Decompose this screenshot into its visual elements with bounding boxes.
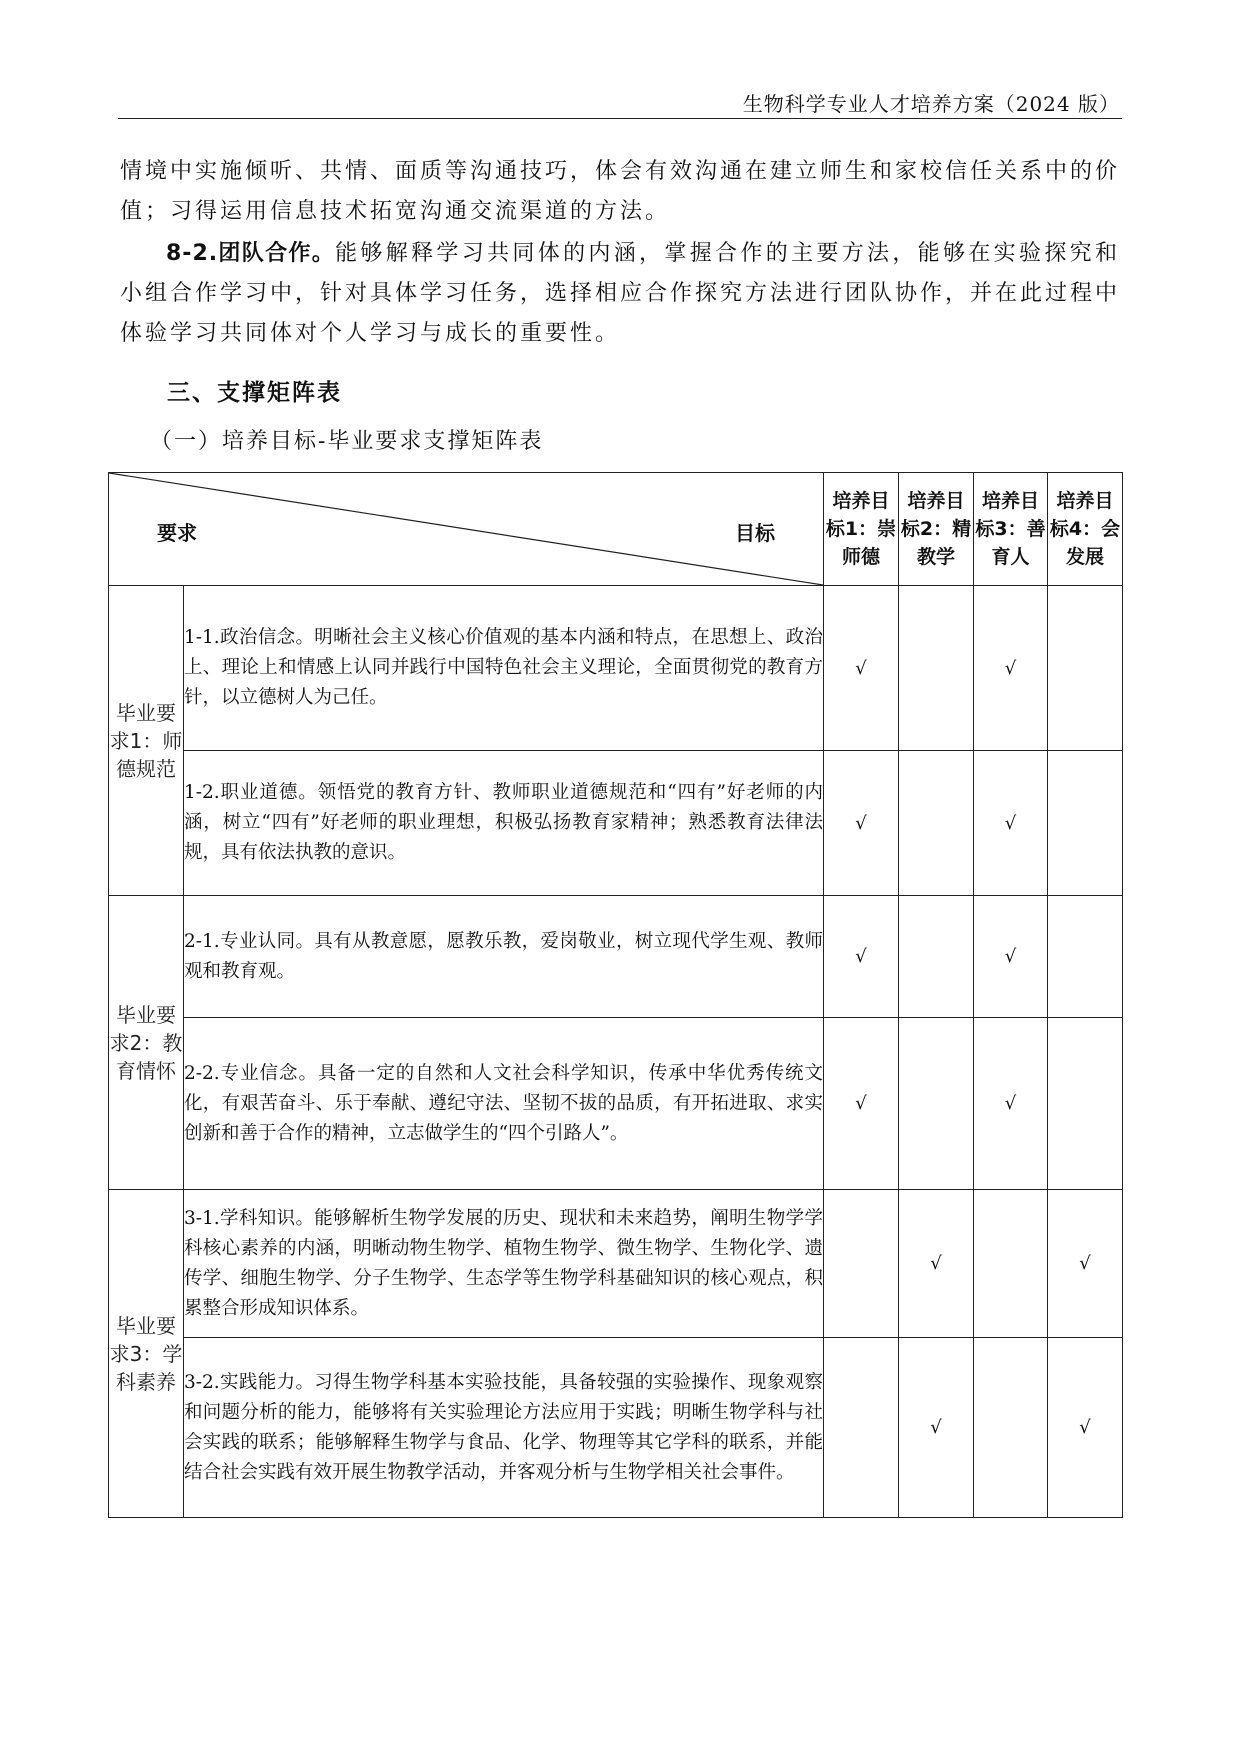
diagonal-corner-cell: [109, 473, 824, 586]
group-label-1: 毕业要求1：师德规范: [109, 586, 184, 896]
check-mark: √: [824, 586, 899, 751]
check-mark: [1048, 896, 1123, 1018]
table-row: [109, 1018, 1123, 1190]
check-mark: √: [899, 1190, 974, 1338]
goal-header-1: 培养目标1：崇师德: [824, 473, 899, 586]
check-mark: [899, 586, 974, 751]
check-mark: [824, 1338, 899, 1518]
check-mark: [974, 1338, 1048, 1518]
check-mark: √: [974, 896, 1048, 1018]
corner-requirement-label: 要求: [157, 521, 197, 545]
check-mark: √: [1048, 1338, 1123, 1518]
group-label-3: 毕业要求3：学科素养: [109, 1190, 184, 1518]
requirement-1-2: 1-2.职业道德。领悟党的教育方针、教师职业道德规范和“四有”好老师的内涵，树立“四有”好老师的职业理想，积极弘扬教育家精神；熟悉教育法律法规，具有依法执教的意识。: [184, 751, 824, 896]
goal-header-2: 培养目标2：精教学: [899, 473, 974, 586]
support-matrix-table: [108, 472, 1123, 1518]
requirement-2-2: 2-2.专业信念。具备一定的自然和人文社会科学知识，传承中华优秀传统文化，有艰苦奋斗、乐于奉献、遵纪守法、坚韧不拔的品质，有开拓进取、求实创新和善于合作的精神，立志做学生的“四个引路人”。: [184, 1018, 824, 1190]
section-heading: 三、支撑矩阵表: [167, 380, 342, 406]
check-mark: √: [974, 751, 1048, 896]
check-mark: [824, 1190, 899, 1338]
diagonal-line: [109, 473, 823, 585]
requirement-1-1: 1-1.政治信念。明晰社会主义核心价值观的基本内涵和特点，在思想上、政治上、理论上和情感上认同并践行中国特色社会主义理论，全面贯彻党的教育方针，以立德树人为己任。: [184, 586, 824, 751]
check-mark: √: [974, 586, 1048, 751]
header-rule: [118, 118, 1122, 119]
teamwork-body: 能够解释学习共同体的内涵，掌握合作的主要方法，能够在实验探究和小组合作学习中，针对具体学习任务，选择相应合作探究方法进行团队协作，并在此过程中体验学习共同体对个人学习与成长的重要性。: [120, 241, 1121, 346]
goal-header-4: 培养目标4：会发展: [1048, 473, 1123, 586]
check-mark: √: [824, 751, 899, 896]
requirement-3-1: 3-1.学科知识。能够解析生物学发展的历史、现状和未来趋势，阐明生物学学科核心素养的内涵，明晰动物生物学、植物生物学、微生物学、生物化学、遗传学、细胞生物学、分子生物学、生态学等生物学科基础知识的核心观点，积累整合形成知识体系。: [184, 1190, 824, 1338]
check-mark: [1048, 586, 1123, 751]
check-mark: [974, 1190, 1048, 1338]
paragraph-communication: 情境中实施倾听、共情、面质等沟通技巧，体会有效沟通在建立师生和家校信任关系中的价值；习得运用信息技术拓宽沟通交流渠道的方法。: [120, 159, 1121, 224]
table-row: [109, 896, 1123, 1018]
check-mark: √: [824, 1018, 899, 1190]
table-row: [109, 1338, 1123, 1518]
check-mark: [899, 751, 974, 896]
table-header-row: [109, 473, 1123, 586]
check-mark: √: [1048, 1190, 1123, 1338]
check-mark: [1048, 751, 1123, 896]
table-row: [109, 586, 1123, 751]
check-mark: [1048, 1018, 1123, 1190]
paragraph-teamwork: [120, 234, 1120, 354]
teamwork-lead: 8-2.团队合作。: [166, 241, 336, 266]
check-mark: [899, 896, 974, 1018]
check-mark: [899, 1018, 974, 1190]
corner-goal-label: 目标: [735, 521, 775, 545]
table-row: [109, 751, 1123, 896]
running-header-title: 生物科学专业人才培养方案（2024 版）: [742, 92, 1120, 116]
table-row: [109, 1190, 1123, 1338]
check-mark: √: [974, 1018, 1048, 1190]
check-mark: √: [824, 896, 899, 1018]
group-label-2: 毕业要求2：教育情怀: [109, 896, 184, 1190]
goal-header-3: 培养目标3：善育人: [974, 473, 1048, 586]
requirement-3-2: 3-2.实践能力。习得生物学科基本实验技能，具备较强的实验操作、现象观察和问题分析的能力，能够将有关实验理论方法应用于实践；明晰生物学科与社会实践的联系；能够解释生物学与食品、化学、物理等其它学科的联系，并能结合社会实践有效开展生物教学活动，并客观分析与生物学相关社会事件。: [184, 1338, 824, 1518]
check-mark: √: [899, 1338, 974, 1518]
requirement-2-1: 2-1.专业认同。具有从教意愿，愿教乐教，爱岗敬业，树立现代学生观、教师观和教育观。: [184, 896, 824, 1018]
sub-heading: （一）培养目标-毕业要求支撑矩阵表: [150, 429, 544, 454]
